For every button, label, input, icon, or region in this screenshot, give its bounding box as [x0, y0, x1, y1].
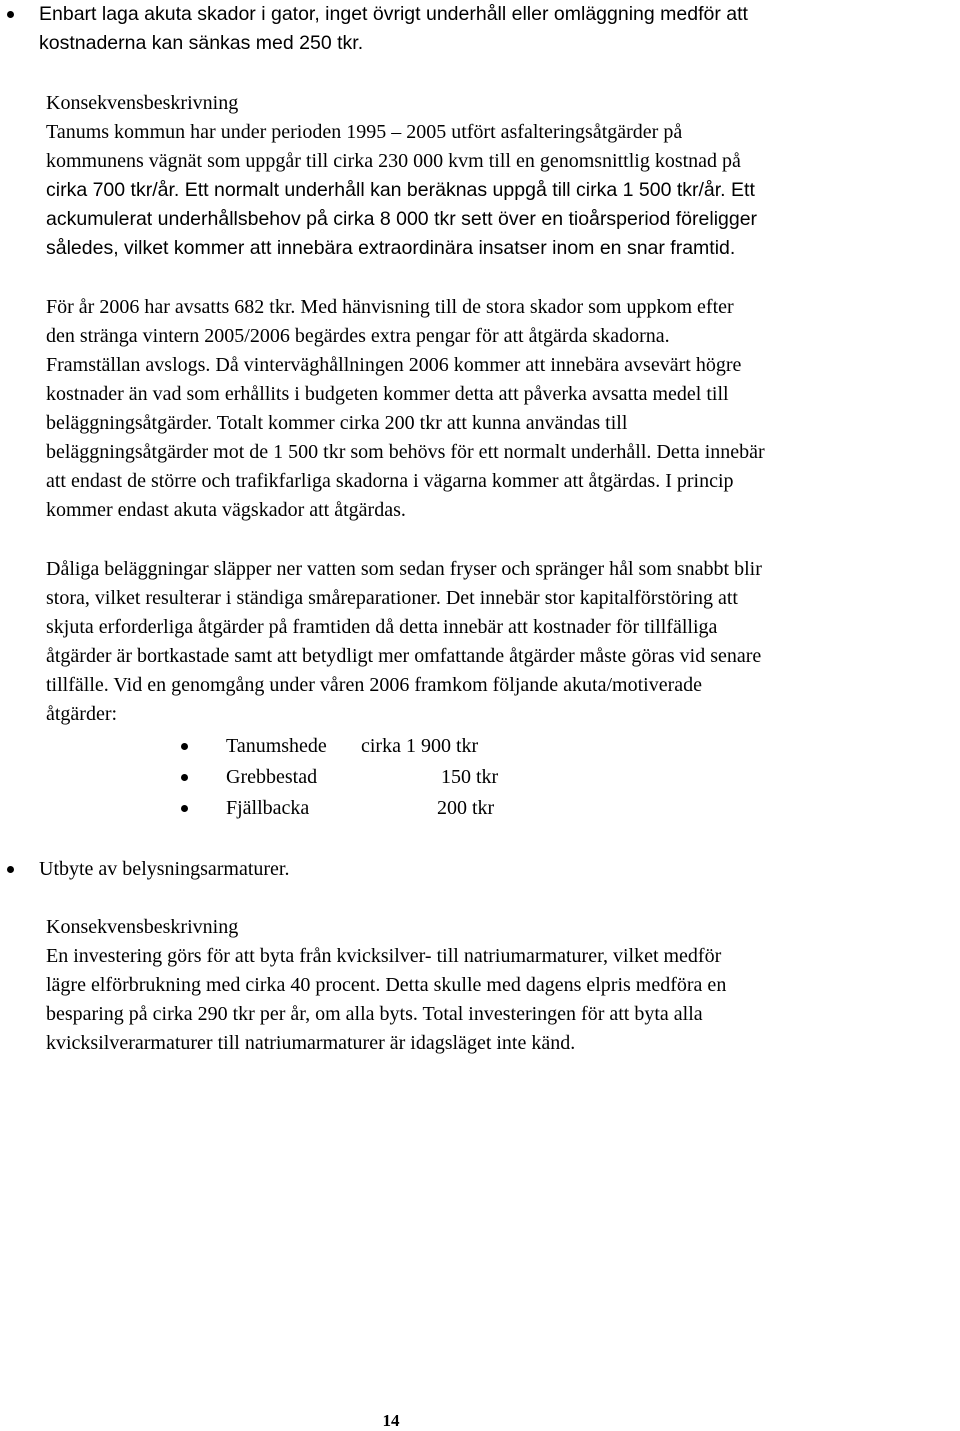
bullet2-line: Utbyte av belysningsarmaturer. — [39, 858, 290, 880]
paragraph-line: åtgärder är bortkastade samt att betydligt mer omfattande åtgärder måste göras vid senare — [46, 645, 762, 667]
paragraph-line: Dåliga beläggningar släpper ner vatten som sedan fryser och spränger hål som snabbt blir — [46, 558, 762, 580]
section-heading: Konsekvensbeskrivning — [46, 92, 239, 114]
paragraph-line: kommunens vägnät som uppgår till cirka 230 000 kvm till en genomsnittlig kostnad på — [46, 150, 741, 172]
bullet-icon — [7, 866, 14, 873]
paragraph-line: För år 2006 har avsatts 682 tkr. Med hänvisning till de stora skador som uppkom efter — [46, 296, 734, 318]
list-item-place: Grebbestad — [226, 766, 318, 788]
list-item-amount: cirka 1 900 tkr — [361, 735, 479, 757]
paragraph-line: tillfälle. Vid en genomgång under våren 2006 framkom följande akuta/motiverade — [46, 674, 702, 696]
paragraph-line: lägre elförbrukning med cirka 40 procent. Detta skulle med dagens elpris medföra en — [46, 974, 727, 996]
paragraph-line: stora, vilket resulterar i ständiga småreparationer. Det innebär stor kapitalförstöring att — [46, 587, 738, 609]
list-item-place: Tanumshede — [226, 735, 327, 757]
paragraph-line: ackumulerat underhållsbehov på cirka 8 000 tkr sett över en tioårsperiod föreligger — [46, 208, 758, 230]
paragraph-line: att endast de större och trafikfarliga skadorna i vägarna kommer att åtgärdas. I princip — [46, 470, 734, 492]
bullet-icon — [7, 11, 14, 18]
paragraph-line: Tanums kommun har under perioden 1995 – 2005 utfört asfalteringsåtgärder på — [46, 121, 683, 143]
paragraph-line: således, vilket kommer att innebära extraordinära insatser inom en snar framtid. — [46, 237, 736, 259]
paragraph-line: kvicksilverarmaturer till natriumarmaturer är idagsläget inte känd. — [46, 1032, 576, 1054]
bullet-icon — [181, 805, 188, 812]
paragraph-line: besparing på cirka 290 tkr per år, om alla byts. Total investeringen för att byta alla — [46, 1003, 703, 1025]
paragraph-line: beläggningsåtgärder. Totalt kommer cirka 200 tkr att kunna användas till — [46, 412, 628, 434]
paragraph-line: Framställan avslogs. Då vinterväghållningen 2006 kommer att innebära avsevärt högre — [46, 354, 742, 376]
list-item-place: Fjällbacka — [226, 797, 310, 819]
paragraph-line: den stränga vintern 2005/2006 begärdes extra pengar för att åtgärda skadorna. — [46, 325, 670, 347]
paragraph-line: beläggningsåtgärder mot de 1 500 tkr som behövs för ett normalt underhåll. Detta innebär — [46, 441, 765, 463]
section-heading: Konsekvensbeskrivning — [46, 916, 239, 938]
paragraph-line: kommer endast akuta vägskador att åtgärdas. — [46, 499, 406, 521]
bullet1-line: kostnaderna kan sänkas med 250 tkr. — [39, 32, 364, 54]
bullet1-line: Enbart laga akuta skador i gator, inget övrigt underhåll eller omläggning medför att — [39, 3, 748, 25]
paragraph-line: cirka 700 tkr/år. Ett normalt underhåll kan beräknas uppgå till cirka 1 500 tkr/år. Ett — [46, 179, 755, 201]
page-number: 14 — [382, 1411, 400, 1430]
paragraph-line: skjuta erforderliga åtgärder på framtiden då detta innebär att kostnader för tillfälliga — [46, 616, 718, 638]
paragraph-line: kostnader än vad som erhållits i budgeten kommer detta att påverka avsatta medel till — [46, 383, 729, 405]
paragraph-line: åtgärder: — [46, 703, 118, 725]
bullet-icon — [181, 743, 188, 750]
paragraph-line: En investering görs för att byta från kvicksilver- till natriumarmaturer, vilket medför — [46, 945, 722, 967]
list-item-amount: 150 tkr — [441, 766, 499, 788]
list-item-amount: 200 tkr — [437, 797, 495, 819]
bullet-icon — [181, 774, 188, 781]
